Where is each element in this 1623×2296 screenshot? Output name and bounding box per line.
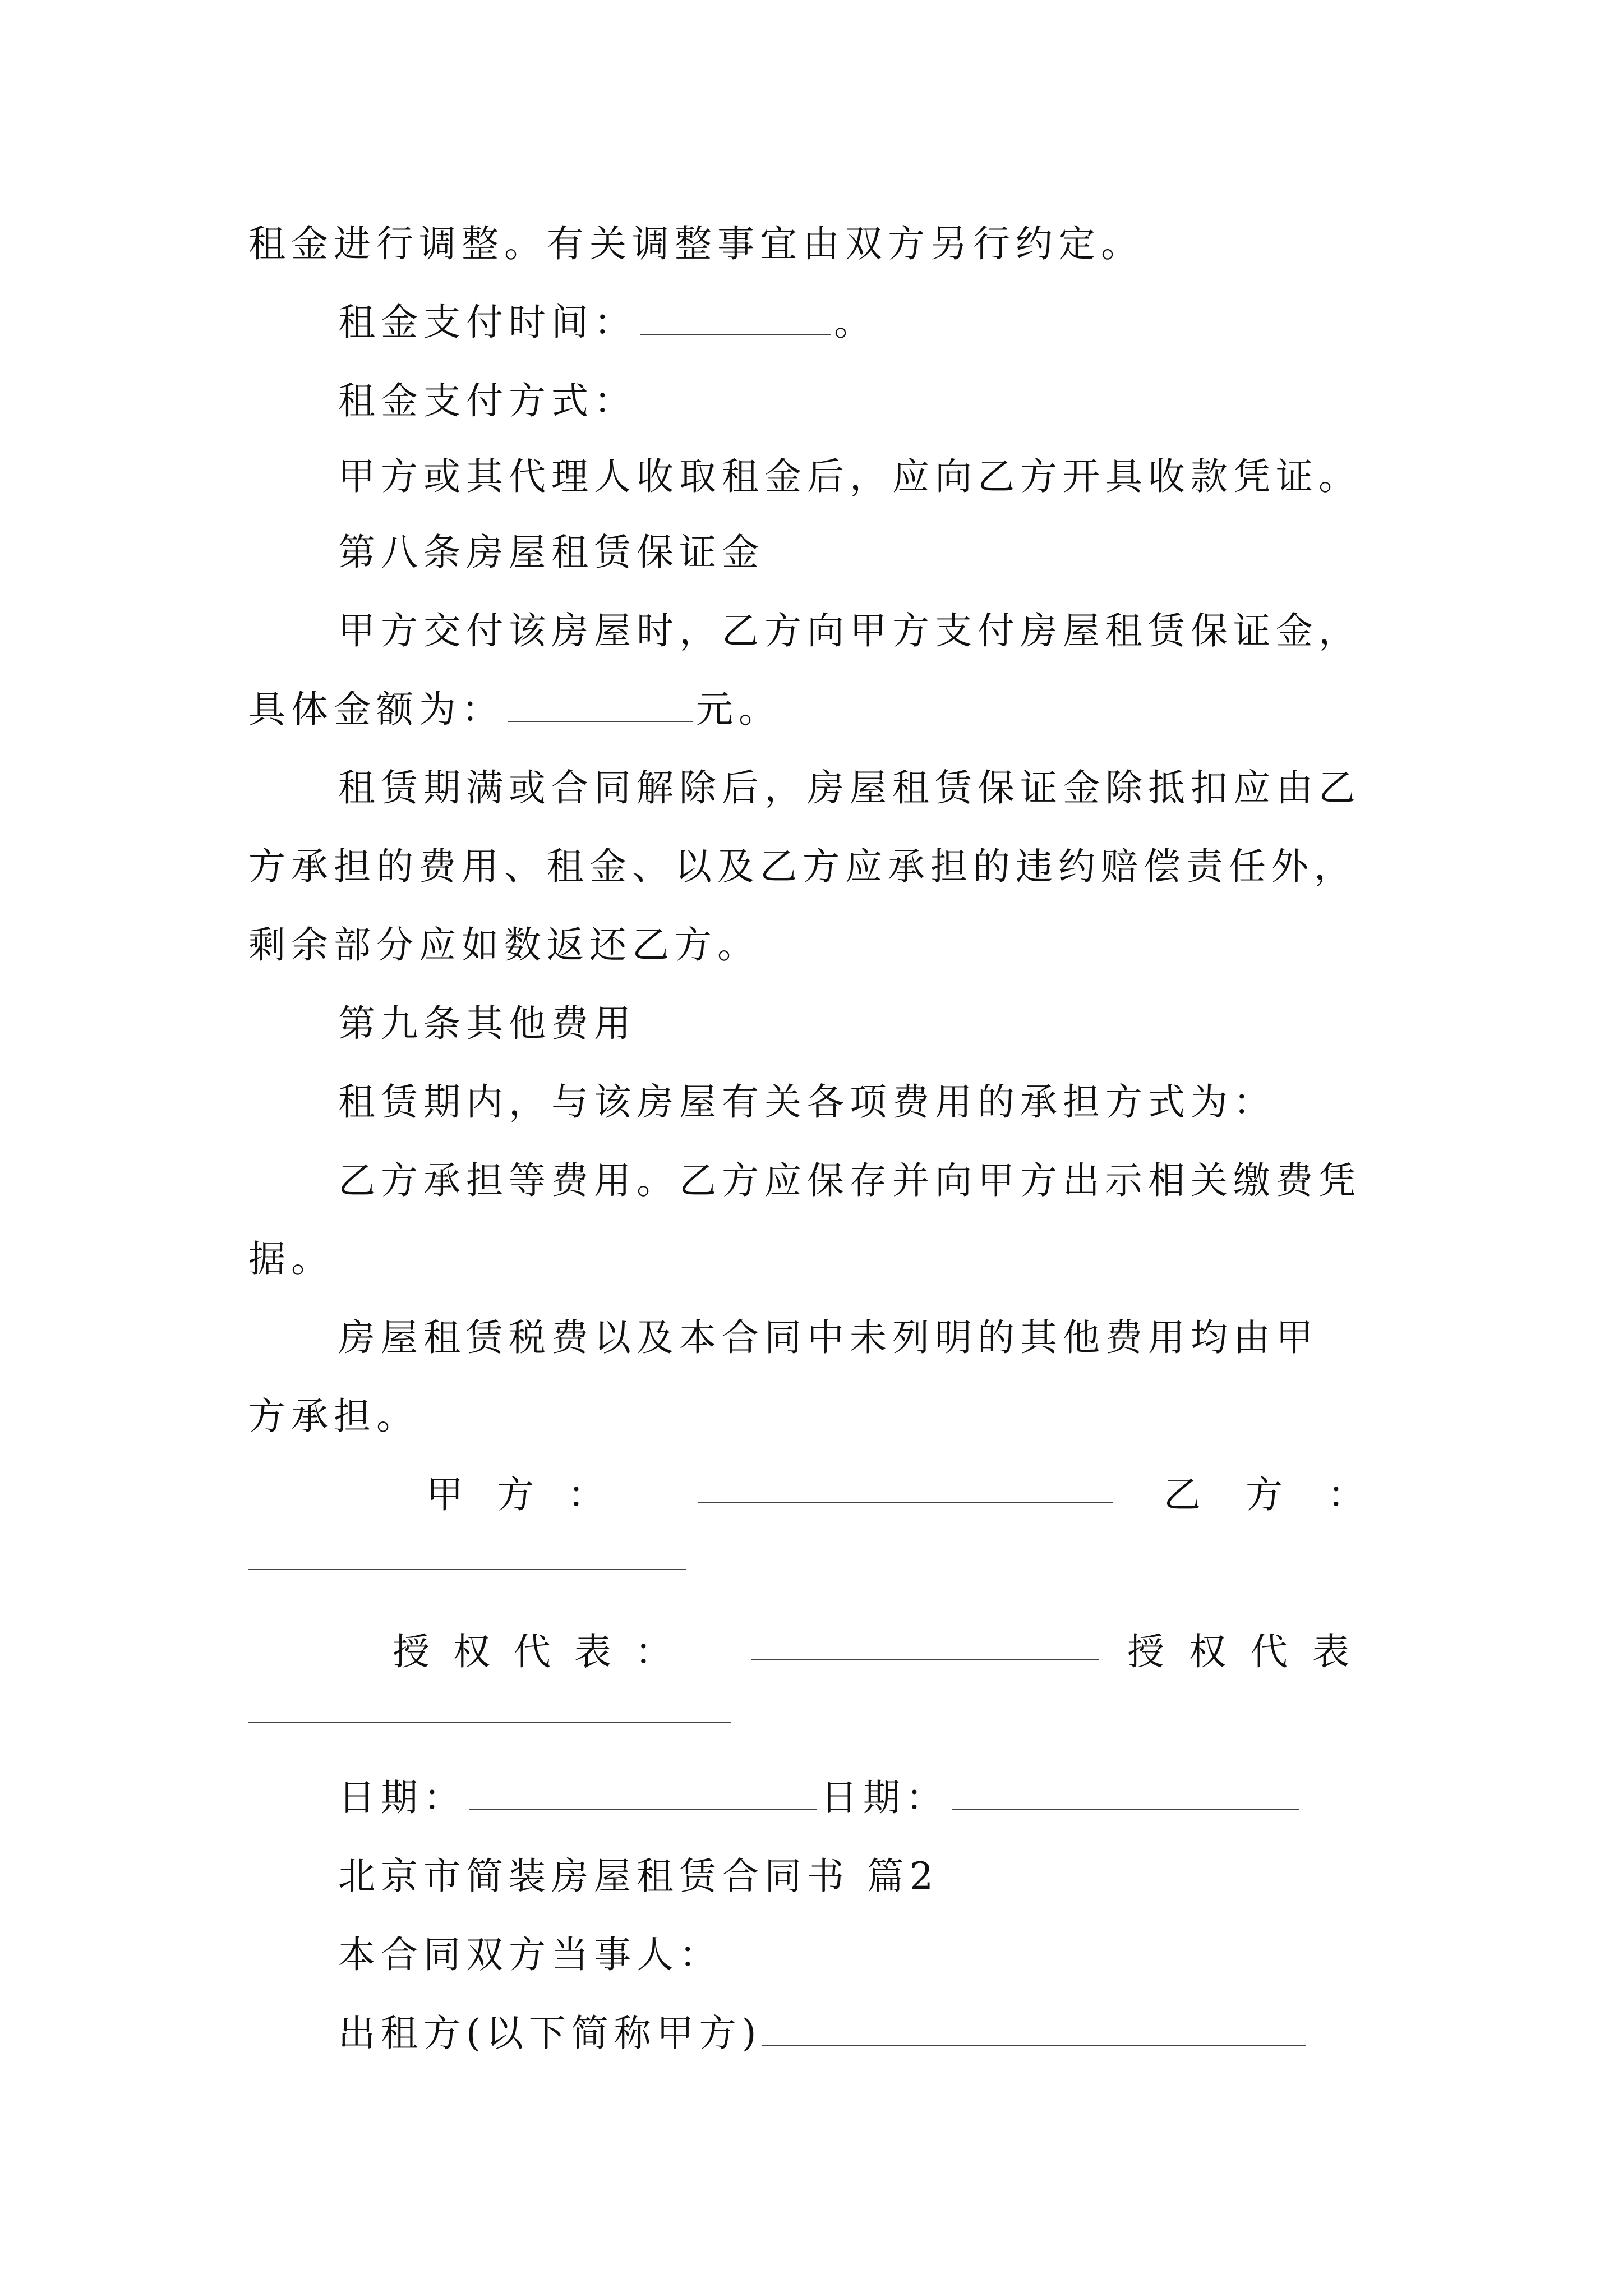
paragraph-line: 剩余部分应如数返还乙方。 — [248, 923, 760, 967]
unit: 元。 — [696, 688, 781, 731]
deposit-amount-line — [248, 682, 1390, 738]
party-a-label: 甲方： — [426, 1473, 638, 1516]
rep-a-label: 授权代表： — [393, 1630, 695, 1673]
label: 租金支付时间： — [338, 301, 637, 344]
article-9-heading: 第九条其他费用 — [338, 1002, 637, 1045]
section-2-title: 北京市简装房屋租赁合同书 篇2 — [338, 1855, 939, 1898]
lessor-line — [338, 2005, 1390, 2062]
deposit-amount-field[interactable] — [508, 684, 693, 722]
paragraph-line: 方承担的费用、租金、以及乙方应承担的违约赔偿责任外， — [248, 845, 1357, 888]
party-b-label: 乙方： — [1164, 1473, 1409, 1516]
paragraph-line: 乙方承担等费用。乙方应保存并向甲方出示相关缴费凭 — [338, 1159, 1361, 1202]
rent-payment-method-line: 租金支付方式： — [338, 379, 637, 422]
rep-b-label: 授权代表 — [1127, 1630, 1374, 1673]
paragraph-line: 本合同双方当事人： — [338, 1933, 722, 1976]
article-8-heading: 第八条房屋租赁保证金 — [338, 531, 764, 574]
date-b-label: 日期： — [820, 1776, 948, 1819]
paragraph-line: 据。 — [248, 1237, 334, 1281]
lessor-label: 出租方(以下简称甲方) — [338, 2012, 762, 2055]
date-a-field[interactable] — [469, 1772, 817, 1810]
paragraph-line: 租赁期内，与该房屋有关各项费用的承担方式为： — [338, 1080, 1276, 1124]
lessor-name-field[interactable] — [762, 2008, 1306, 2046]
paragraph-line: 租赁期满或合同解除后，房屋租赁保证金除抵扣应由乙 — [338, 766, 1361, 809]
label: 具体金额为： — [248, 688, 504, 731]
rep-a-signature-field[interactable] — [751, 1659, 1099, 1660]
paragraph-line: 租金进行调整。有关调整事宜由双方另行约定。 — [248, 222, 1144, 265]
paragraph-line: 方承担。 — [248, 1395, 419, 1438]
paragraph-line: 甲方或其代理人收取租金后，应向乙方开具收款凭证。 — [338, 455, 1361, 498]
date-line — [338, 1770, 1390, 1826]
rent-payment-time-line — [338, 295, 1390, 351]
rent-payment-time-field[interactable] — [640, 297, 831, 335]
paragraph-line: 房屋租赁税费以及本合同中未列明的其他费用均由甲 — [338, 1316, 1318, 1359]
rep-b-signature-field[interactable] — [248, 1722, 731, 1723]
party-a-signature-field[interactable] — [698, 1502, 1113, 1503]
party-b-signature-field[interactable] — [248, 1569, 686, 1570]
date-b-field[interactable] — [952, 1772, 1299, 1810]
paragraph-line: 甲方交付该房屋时，乙方向甲方支付房屋租赁保证金， — [338, 609, 1361, 652]
date-a-label: 日期： — [338, 1776, 466, 1819]
punct: 。 — [834, 301, 877, 344]
